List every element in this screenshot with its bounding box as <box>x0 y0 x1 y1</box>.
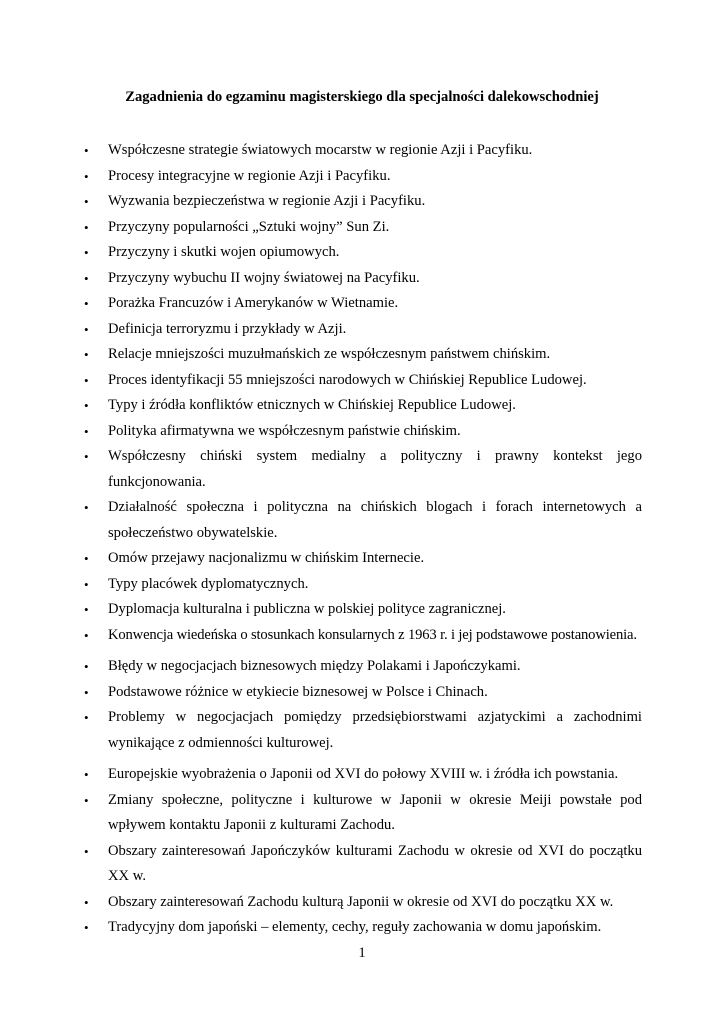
list-item <box>0 839 724 890</box>
list-item-text: Przyczyny i skutki wojen opiumowych. <box>108 244 340 260</box>
bullet-icon: • <box>84 920 89 935</box>
list-item-text: Współczesny chiński system medialny a polityczny i prawny kontekst jego funkcjonowania. <box>108 448 642 490</box>
bullet-icon: • <box>84 551 89 566</box>
document-title: Zagadnienia do egzaminu magisterskiego dla specjalności dalekowschodniej <box>125 89 599 105</box>
list-item <box>0 189 724 215</box>
page-number: 1 <box>358 945 366 961</box>
list-item <box>0 546 724 572</box>
bullet-icon: • <box>84 143 89 158</box>
list-item-text: Konwencja wiedeńska o stosunkach konsularnych z 1963 r. i jej podstawowe postanowienia. <box>108 626 637 643</box>
bullet-icon: • <box>84 894 89 910</box>
list-item-text: Procesy integracyjne w regionie Azji i Pacyfiku. <box>108 167 391 184</box>
bullet-icon: • <box>84 270 89 286</box>
list-item-text: Obszary zainteresowań Zachodu kulturą Japonii w okresie od XVI do początku XX w. <box>108 893 614 910</box>
list-item-text: Obszary zainteresowań Japończyków kulturami Zachodu w okresie od XVI do początku XX w. <box>108 842 642 884</box>
bullet-icon: • <box>84 710 89 725</box>
bullet-icon: • <box>84 398 89 413</box>
list-item-text: Polityka afirmatywna we współczesnym państwie chińskim. <box>108 422 461 439</box>
bullet-icon: • <box>84 296 89 311</box>
bullet-icon: • <box>84 602 89 617</box>
list-item-text: Definicja terroryzmu i przykłady w Azji. <box>108 320 347 337</box>
list-item <box>0 705 724 756</box>
list-item <box>0 164 724 190</box>
list-item <box>0 572 724 598</box>
list-item <box>0 215 724 241</box>
list-item <box>0 342 724 368</box>
exam-topics-list <box>0 138 724 941</box>
bullet-icon: • <box>84 627 89 643</box>
list-item-text: Zmiany społeczne, polityczne i kulturowe w Japonii w okresie Meiji powstałe pod wpływem kontaktu Japonii z kulturami Zachodu. <box>108 791 642 833</box>
list-item-text: Dyplomacja kulturalna i publiczna w polskiej polityce zagranicznej. <box>108 601 506 617</box>
list-item <box>0 915 724 941</box>
list-item-text: Współczesne strategie światowych mocarstw w regionie Azji i Pacyfiku. <box>108 142 533 158</box>
list-item-text: Omów przejawy nacjonalizmu w chińskim Internecie. <box>108 550 425 566</box>
list-item <box>0 762 724 788</box>
list-item-text: Porażka Francuzów i Amerykanów w Wietnamie. <box>108 295 399 311</box>
list-item <box>0 240 724 266</box>
list-item-text: Typy placówek dyplomatycznych. <box>108 575 309 592</box>
list-item-text: Problemy w negocjacjach pomiędzy przedsiębiorstwami azjatyckimi a zachodnimi wynikające z odmienności kulturowej. <box>108 709 642 751</box>
bullet-icon: • <box>84 321 89 337</box>
list-item <box>0 495 724 546</box>
bullet-icon: • <box>84 423 89 439</box>
bullet-icon: • <box>84 659 89 674</box>
list-item-text: Działalność społeczna i polityczna na chińskich blogach i forach internetowych a społeczeństwo obywatelskie. <box>108 499 642 541</box>
list-item-text: Podstawowe różnice w etykiecie biznesowej w Polsce i Chinach. <box>108 683 488 700</box>
list-item-text: Proces identyfikacji 55 mniejszości narodowych w Chińskiej Republice Ludowej. <box>108 371 587 388</box>
list-item <box>0 890 724 916</box>
bullet-icon: • <box>84 168 89 184</box>
bullet-icon: • <box>84 219 89 235</box>
list-item-text: Typy i źródła konfliktów etnicznych w Chińskiej Republice Ludowej. <box>108 397 516 413</box>
list-item-text: Relacje mniejszości muzułmańskich ze współczesnym państwem chińskim. <box>108 346 551 362</box>
list-item <box>0 138 724 164</box>
list-item <box>0 788 724 839</box>
bullet-icon: • <box>84 347 89 362</box>
bullet-icon: • <box>84 792 89 808</box>
list-item <box>0 654 724 680</box>
list-item <box>0 597 724 623</box>
bullet-icon: • <box>84 576 89 592</box>
bullet-icon: • <box>84 194 89 209</box>
bullet-icon: • <box>84 767 89 782</box>
list-item <box>0 317 724 343</box>
list-item-text: Przyczyny wybuchu II wojny światowej na Pacyfiku. <box>108 269 420 286</box>
list-item-text: Europejskie wyobrażenia o Japonii od XVI do połowy XVIII w. i źródła ich powstania. <box>108 766 619 782</box>
list-item-text: Przyczyny popularności „Sztuki wojny” Sun Zi. <box>108 218 390 235</box>
list-item <box>0 444 724 495</box>
list-item <box>0 368 724 394</box>
bullet-icon: • <box>84 500 89 515</box>
list-item <box>0 419 724 445</box>
bullet-icon: • <box>84 449 89 464</box>
list-item-text: Tradycyjny dom japoński – elementy, cechy, reguły zachowania w domu japońskim. <box>108 919 602 935</box>
bullet-icon: • <box>84 684 89 700</box>
bullet-icon: • <box>84 843 89 859</box>
list-item <box>0 291 724 317</box>
list-item <box>0 680 724 706</box>
bullet-icon: • <box>84 245 89 260</box>
list-item <box>0 266 724 292</box>
list-item-text: Wyzwania bezpieczeństwa w regionie Azji i Pacyfiku. <box>108 193 426 209</box>
list-item <box>0 623 724 649</box>
list-item <box>0 393 724 419</box>
bullet-icon: • <box>84 372 89 388</box>
list-item-text: Błędy w negocjacjach biznesowych między Polakami i Japończykami. <box>108 658 521 674</box>
